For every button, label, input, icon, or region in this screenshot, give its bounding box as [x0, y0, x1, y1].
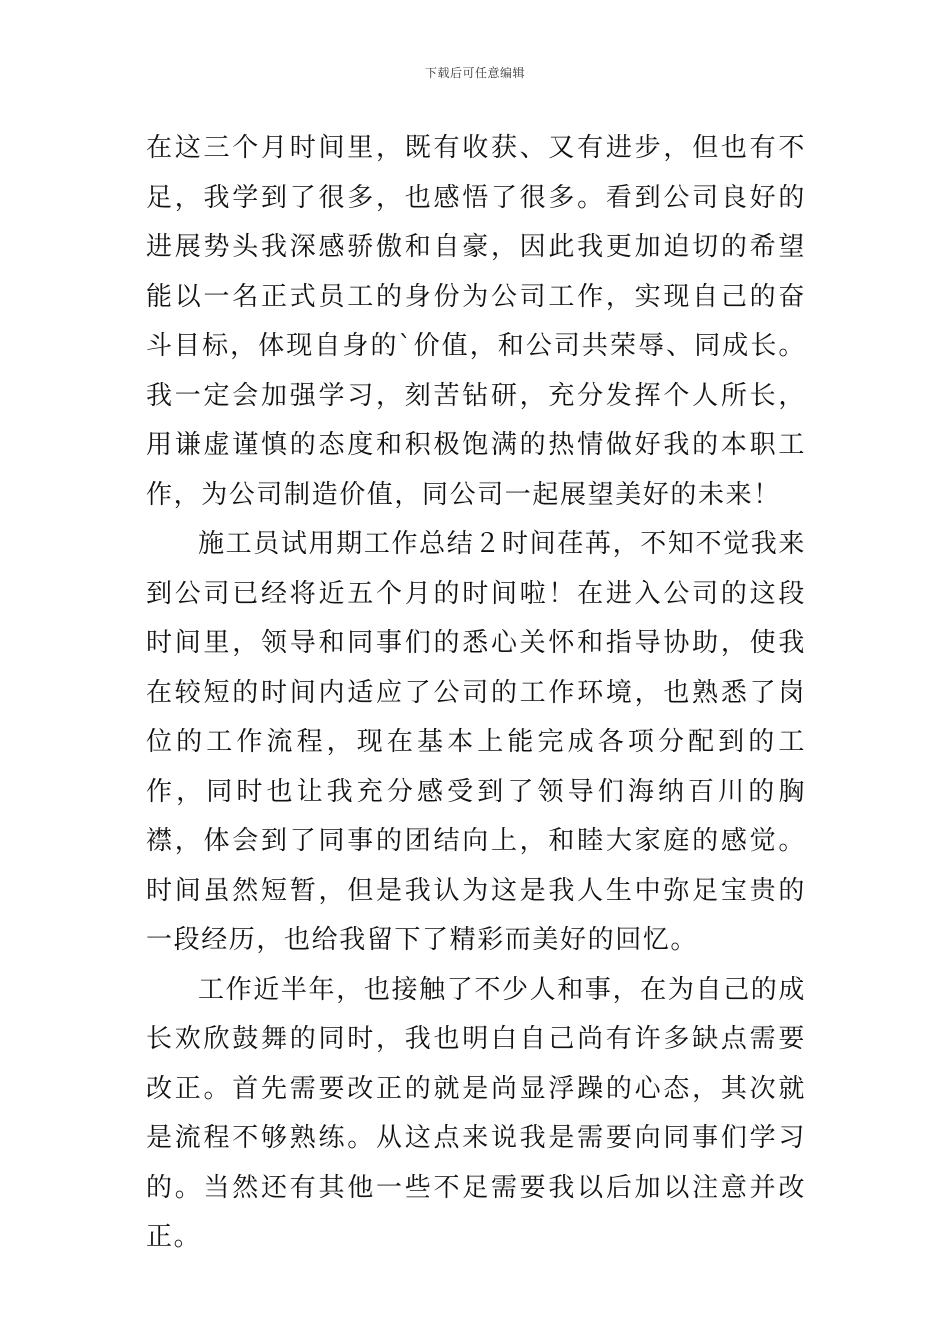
page-header: 下载后可任意编辑 — [424, 66, 525, 80]
document-body — [146, 124, 806, 1263]
paragraph-2: 施工员试用期工作总结２时间荏苒，不知不觉我来到公司已经将近五个月的时间啦！在进入公司的这段时间里，领导和同事们的悉心关怀和指导协助，使我在较短的时间内适应了公司的工作环境，也熟悉了岗位的工作流程，现在基本上能完成各项分配到的工作，同时也让我充分感受到了领导们海纳百川的胸襟，体会到了同事的团结向上，和睦大家庭的感觉。时间虽然短暂，但是我认为这是我人生中弥足宝贵的一段经历，也给我留下了精彩而美好的回忆。 — [146, 529, 806, 955]
paragraph-3: 工作近半年，也接触了不少人和事，在为自己的成长欢欣鼓舞的同时，我也明白自己尚有许多缺点需要改正。首先需要改正的就是尚显浮躁的心态，其次就是流程不够熟练。从这点来说我是需要向同事们学习的。当然还有其他一些不足需要我以后加以注意并改正。 — [146, 974, 806, 1252]
paragraph-1: 在这三个月时间里，既有收获、又有进步，但也有不足，我学到了很多，也感悟了很多。看到公司良好的进展势头我深感骄傲和自豪，因此我更加迫切的希望能以一名正式员工的身份为公司工作，实现自己的奋斗目标，体现自身的`价值，和公司共荣辱、同成长。我一定会加强学习，刻苦钻研，充分发挥个人所长，用谦虚谨慎的态度和积极饱满的热情做好我的本职工作，为公司制造价值，同公司一起展望美好的未来！ — [146, 133, 806, 510]
